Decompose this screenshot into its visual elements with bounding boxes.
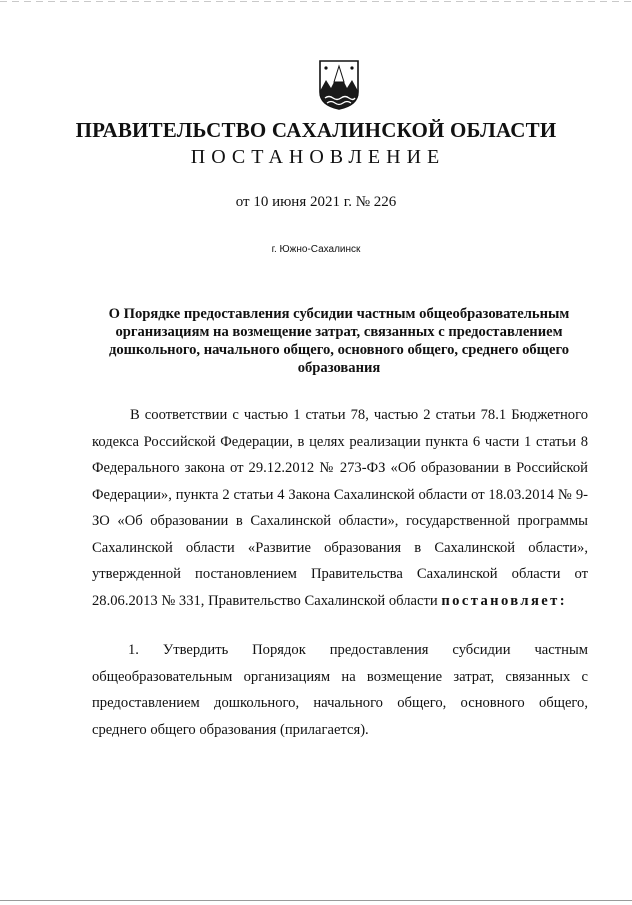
scan-edge-bottom [0, 900, 632, 901]
government-title: ПРАВИТЕЛЬСТВО САХАЛИНСКОЙ ОБЛАСТИ [75, 118, 557, 142]
preamble-text: В соответствии с частью 1 статьи 78, частью 2 статьи 78.1 Бюджетного кодекса Российской Федерации, в целях реализации пункта 6 части 1 статьи 8 Федерального закона от 29.12.2012 № 273-ФЗ «Об образовании в Российской Федерации», пункта 2 статьи 4 Закона Сахалинской области от 18.03.2014 № 9-ЗО «Об образовании в Сахалинской области», государственной программы Сахалинской области «Развитие образования в Сахалинской области», утвержденной постановлением Правительства Сахалинской области от 28.06.2013 № 331, Правительство Сахалинской области [92, 407, 588, 609]
item-1-paragraph: 1. Утвердить Порядок предоставления субсидии частным общеобразовательным организациям на возмещение затрат, связанных с предоставлением дошкольного, начального общего, основного общего, среднего общего образования (прилагается). [92, 642, 588, 738]
document-city: г. Южно-Сахалинск [271, 244, 361, 255]
scan-edge-top [0, 1, 632, 2]
document-date-number: от 10 июня 2021 г. № 226 [235, 194, 397, 210]
preamble-paragraph [92, 402, 588, 614]
resolves-keyword: постановляет: [441, 592, 567, 609]
document-type: ПОСТАНОВЛЕНИЕ [190, 146, 446, 168]
document-subject: О Порядке предоставления субсидии частным общеобразовательным организациям на возмещение затрат, связанных с предоставлением дошкольного, начального общего, основного общего, среднего общего образования [108, 306, 570, 376]
sakhalin-coat-of-arms-icon [316, 58, 362, 110]
